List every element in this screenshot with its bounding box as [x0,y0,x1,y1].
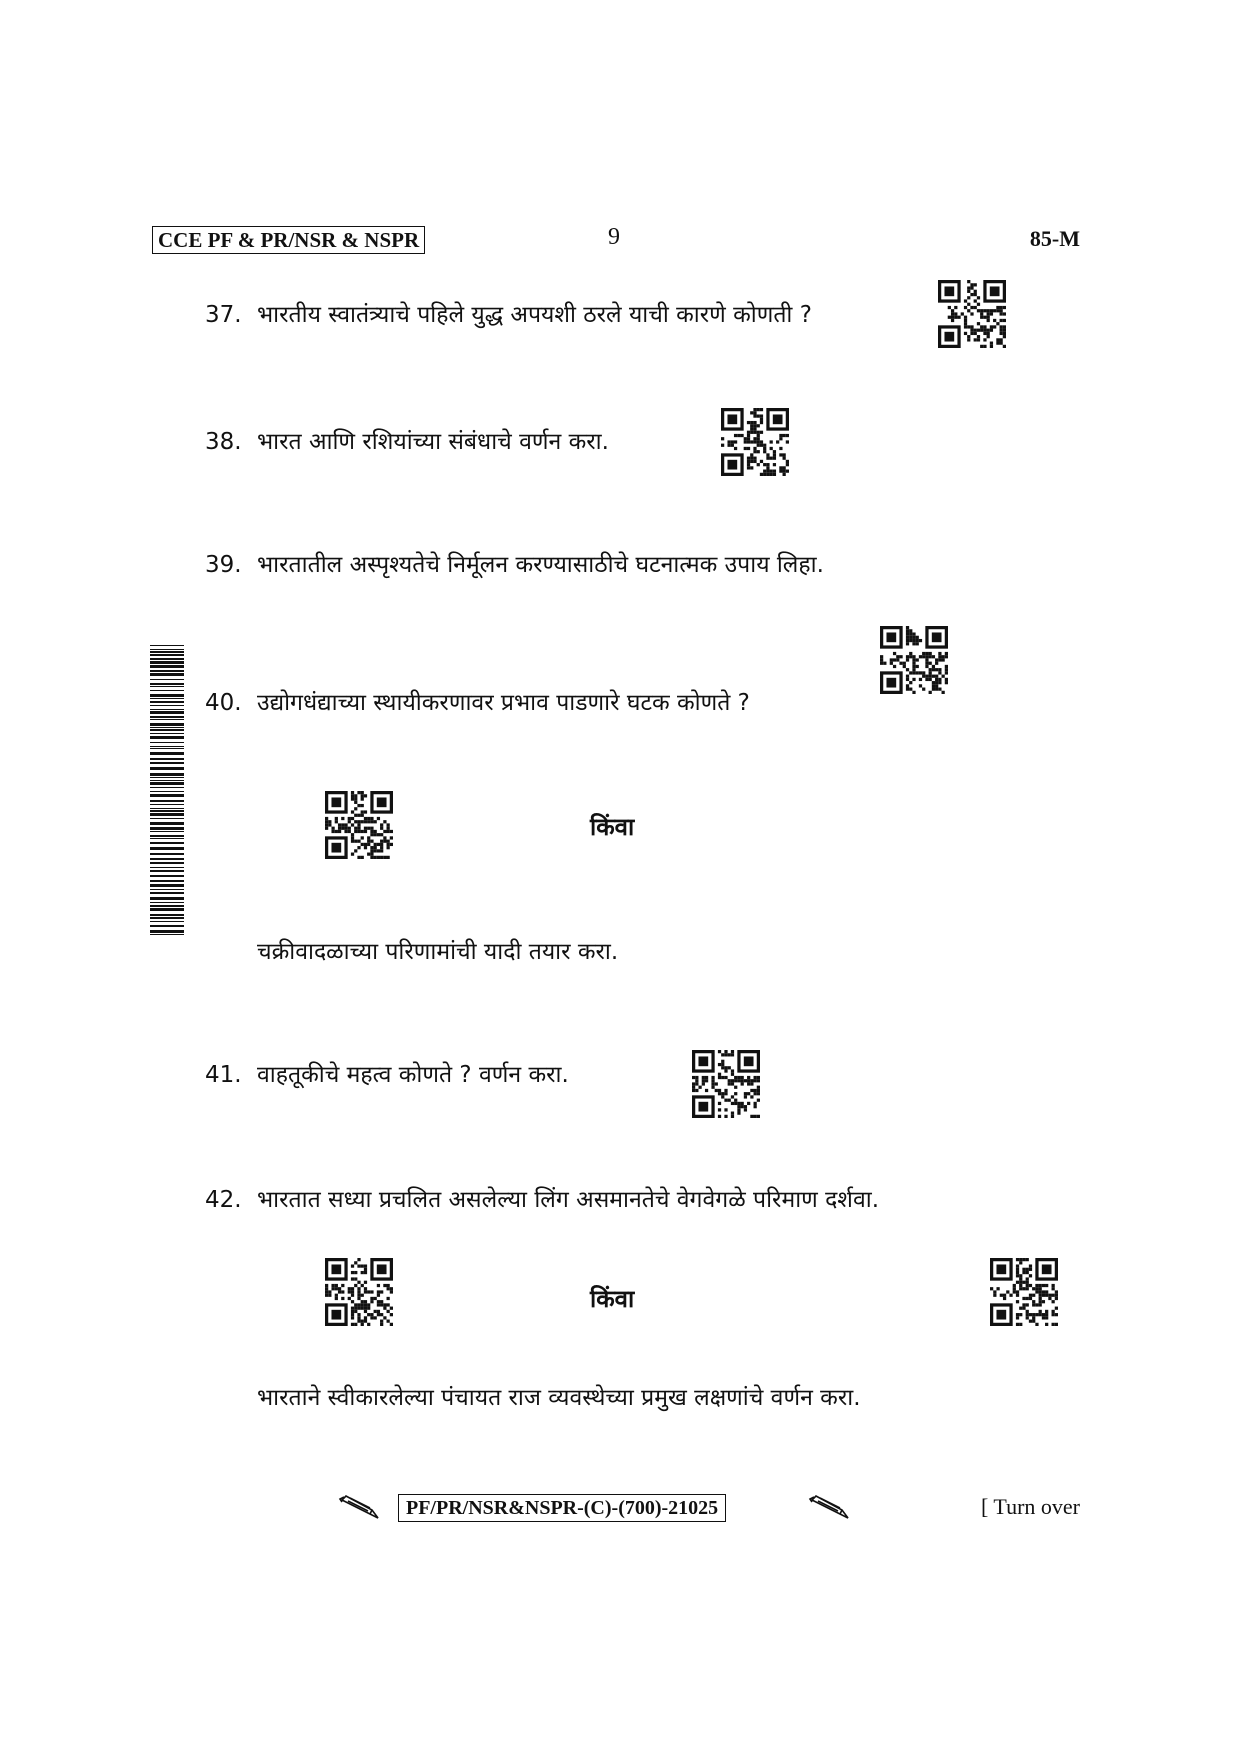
qr-code-icon [721,408,789,476]
question-42 [205,1185,879,1215]
paper-code: 85-M [1029,226,1080,251]
question-40 [205,688,750,718]
question-number: 39. [205,552,242,578]
question-37 [205,300,812,330]
qr-code-icon [325,791,393,859]
qr-code-icon [325,1258,393,1326]
pencil-icon [338,1492,382,1522]
question-number: 41. [205,1062,242,1088]
question-text: वाहतूकीचे महत्व कोणते ? वर्णन करा. [257,1062,569,1088]
question-42-alternative: भारताने स्वीकारलेल्या पंचायत राज व्यवस्थेच्या प्रमुख लक्षणांचे वर्णन करा. [257,1385,861,1411]
question-number: 38. [205,429,242,455]
qr-code-icon [880,626,948,694]
turn-over-label: [ Turn over [980,1494,1080,1519]
question-number: 42. [205,1187,242,1213]
or-label: किंवा [590,1285,635,1313]
question-text: भारतात सध्या प्रचलित असलेल्या लिंग असमानतेचे वेगवेगळे परिमाण दर्शवा. [257,1187,880,1213]
footer-code: PF/PR/NSR&NSPR-(C)-(700)-21025 [398,1494,726,1522]
qr-code-icon [938,280,1006,348]
qr-code-icon [990,1258,1058,1326]
qr-code-icon [692,1050,760,1118]
question-38 [205,427,609,457]
pencil-icon [808,1492,852,1522]
question-text: उद्योगधंद्याच्या स्थायीकरणावर प्रभाव पाडणारे घटक कोणते ? [257,690,750,716]
question-number: 40. [205,690,242,716]
question-number: 37. [205,302,242,328]
or-label: किंवा [590,813,635,841]
question-40-alternative: चक्रीवादळाच्या परिणामांची यादी तयार करा. [257,939,619,965]
question-41 [205,1060,569,1090]
question-39 [205,550,824,580]
question-text: भारतीय स्वातंत्र्याचे पहिले युद्ध अपयशी ठरले याची कारणे कोणती ? [257,302,812,328]
barcode-icon [150,645,184,935]
question-text: भारतातील अस्पृश्यतेचे निर्मूलन करण्यासाठीचे घटनात्मक उपाय लिहा. [257,552,824,578]
page-number: 9 [608,224,620,250]
question-text: भारत आणि रशियांच्या संबंधाचे वर्णन करा. [257,429,609,455]
header-code: CCE PF & PR/NSR & NSPR [152,226,425,254]
